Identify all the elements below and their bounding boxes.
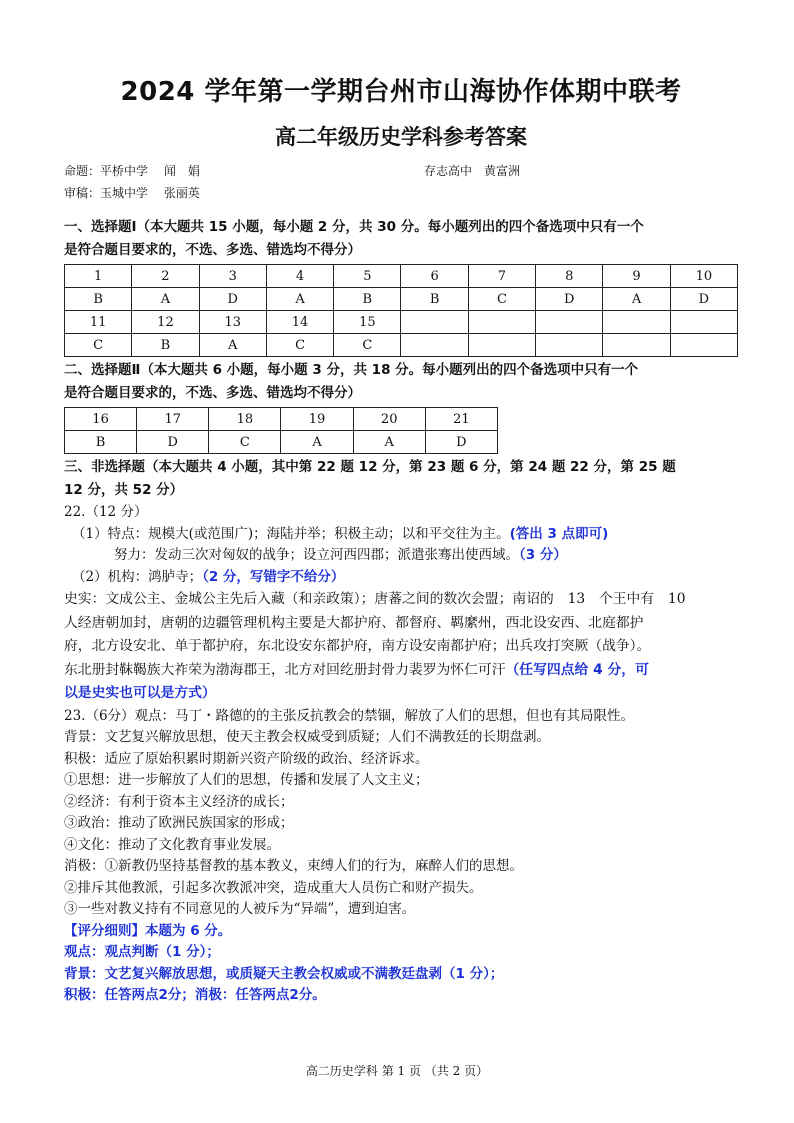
table-cell: 7 [468,265,535,288]
table-cell: 15 [334,311,401,334]
section2-heading-line1: 二、选择题Ⅱ（本大题共 6 小题，每小题 3 分，共 18 分。每小题列出的四个备选项中只有一个 [64,362,639,378]
page-footer: 高二历史学科 第 1 页 （共 2 页） [305,1064,489,1078]
table-cell [603,334,670,357]
table-cell [468,334,535,357]
table-cell [603,311,670,334]
author-info [64,160,738,204]
table-cell: A [132,288,199,311]
section2-heading-line2: 是符合题目要求的，不选、多选、错选均不得分） [64,385,361,401]
table-cell: 19 [281,408,353,431]
table-cell [536,334,603,357]
section3-heading-line1: 三、非选择题（本大题共 4 小题，其中第 22 题 12 分，第 23 题 6 分，第 24 题 22 分，第 25 题 [64,459,676,475]
q22-facts-line4-text: 东北册封靺鞨族大祚荣为渤海郡王，北方对回纥册封骨力裴罗为怀仁可汗 [64,661,506,678]
q22-part2-institution-text: （2）机构：鸿胪寺； [72,568,203,585]
q22-part2-institution-note: （2 分，写错字不给分） [202,568,345,585]
table-cell: 2 [132,265,199,288]
table-cell: A [199,334,266,357]
q22-facts-line1: 史实：文成公主、金城公主先后入藏（和亲政策）；唐蕃之间的数次会盟；南诏的 13 个王中有 10 [64,591,686,607]
q22-part1-efforts-text: 努力：发动三次对匈奴的战争；设立河西四郡；派遣张骞出使西域。 [114,547,519,563]
table-row [65,288,738,311]
table-cell: 11 [65,311,132,334]
table-cell [670,334,737,357]
section1-answer-table [64,264,738,357]
table-row [65,431,498,454]
q23-positive-4: ④文化：推动了文化教育事业发展。 [64,836,280,853]
q23-scoring-pos-neg: 积极：任答两点2分；消极：任答两点2分。 [64,987,326,1003]
table-row [65,311,738,334]
q23-positive-2: ②经济：有利于资本主义经济的成长； [64,793,294,810]
table-cell: 21 [425,408,497,431]
table-cell: C [468,288,535,311]
table-cell: A [603,288,670,311]
q23-scoring-viewpoint: 观点：观点判断（1 分）； [64,944,220,960]
table-cell: C [209,431,281,454]
table-row [65,265,738,288]
q23-negative-2: ②排斥其他教派，引起多次教派冲突，造成重大人员伤亡和财产损失。 [64,879,483,896]
table-cell: 20 [353,408,425,431]
table-cell [401,334,468,357]
table-cell: A [266,288,333,311]
table-cell: D [199,288,266,311]
table-cell: C [266,334,333,357]
table-row [65,334,738,357]
answer-key-subtitle: 高二年级历史学科参考答案 [275,125,527,149]
table-cell: 14 [266,311,333,334]
q23-positive: 积极：适应了原始积累时期新兴资产阶级的政治、经济诉求。 [64,750,429,767]
table-cell: 5 [334,265,401,288]
table-cell: B [65,431,137,454]
table-cell: A [353,431,425,454]
table-cell: 16 [65,408,137,431]
section1-heading-line2: 是符合题目要求的，不选、多选、错选均不得分） [64,242,361,258]
q23-scoring-title: 【评分细则】本题为 6 分。 [64,922,232,939]
table-cell: 9 [603,265,670,288]
q23-positive-1: ①思想：进一步解放了人们的思想，传播和发展了人文主义； [64,772,429,788]
q22-label: 22.（12 分） [64,504,148,520]
table-cell: 18 [209,408,281,431]
exam-title: 2024 学年第一学期台州市山海协作体期中联考 [120,77,682,107]
table-cell: C [334,334,401,357]
table-cell [670,311,737,334]
q23-background: 背景：文艺复兴解放思想，使天主教会权威受到质疑；人们不满教廷的长期盘剥。 [64,729,550,745]
q22-part1-efforts-note: （3 分） [519,547,567,563]
table-row [65,408,498,431]
proposer-right: 存志高中 黄富洲 [424,164,521,178]
table-cell [401,311,468,334]
section1-heading-line1: 一、选择题Ⅰ（本大题共 15 小题，每小题 2 分，共 30 分。每小题列出的四个备选项中只有一个 [64,219,644,235]
table-cell: 6 [401,265,468,288]
section3-heading-line2: 12 分，共 52 分） [64,482,184,498]
table-cell: B [401,288,468,311]
q22-part1-features [64,524,738,546]
table-cell: 13 [199,311,266,334]
proposer-left: 命题：平桥中学 闻 娟 [64,164,200,178]
table-cell: C [65,334,132,357]
section2-answer-table [64,407,498,454]
document-page [64,72,738,1007]
q22-part2-institution [64,567,738,589]
table-cell [468,311,535,334]
table-cell: 17 [137,408,209,431]
q22-part1-efforts [64,545,738,567]
table-cell: 10 [670,265,737,288]
q22-part1-features-text: （1）特点：规模大(或范围广)；海陆并举；积极主动；以和平交往为主。 [72,525,510,542]
table-cell: D [425,431,497,454]
q23-scoring-background: 背景：文艺复兴解放思想，或质疑天主教会权威或不满教廷盘剥（1 分）； [64,965,504,982]
table-cell: 8 [536,265,603,288]
q22-part1-features-note: (答出 3 点即可) [509,525,609,542]
table-cell: 4 [266,265,333,288]
table-cell: B [132,334,199,357]
table-cell: D [670,288,737,311]
table-cell: 12 [132,311,199,334]
q22-facts-line5-note: 以是史实也可以是方式） [64,685,216,701]
table-cell: D [536,288,603,311]
q23-viewpoint: 23.（6分）观点：马丁・路德的的主张反抗教会的禁锢，解放了人们的思想，但也有其局限性。 [64,707,635,724]
table-cell: 3 [199,265,266,288]
table-cell: 1 [65,265,132,288]
reviewer: 审稿：玉城中学 张丽英 [64,186,200,200]
table-cell: D [137,431,209,454]
table-cell: A [281,431,353,454]
q23-negative-3: ③一些对教义持有不同意见的人被斥为“异端”，遭到迫害。 [64,901,416,917]
q23-positive-3: ③政治：推动了欧洲民族国家的形成； [64,815,294,831]
table-cell: B [65,288,132,311]
q22-facts-line2: 人经唐朝加封，唐朝的边疆管理机构主要是大都护府、都督府、羁縻州，西北设安西、北庭都护 [64,614,644,631]
q22-facts-line3: 府，北方设安北、单于都护府，东北设安东都护府，南方设安南都护府；出兵攻打突厥（战争）。 [64,638,651,654]
q23-negative-1: 消极：①新教仍坚持基督教的基本教义，束缚人们的行为，麻醉人们的思想。 [64,858,523,874]
q22-facts-line4 [64,659,738,683]
q22-facts-line4-note: （任写四点给 4 分，可 [505,661,649,678]
table-cell [536,311,603,334]
table-cell: B [334,288,401,311]
